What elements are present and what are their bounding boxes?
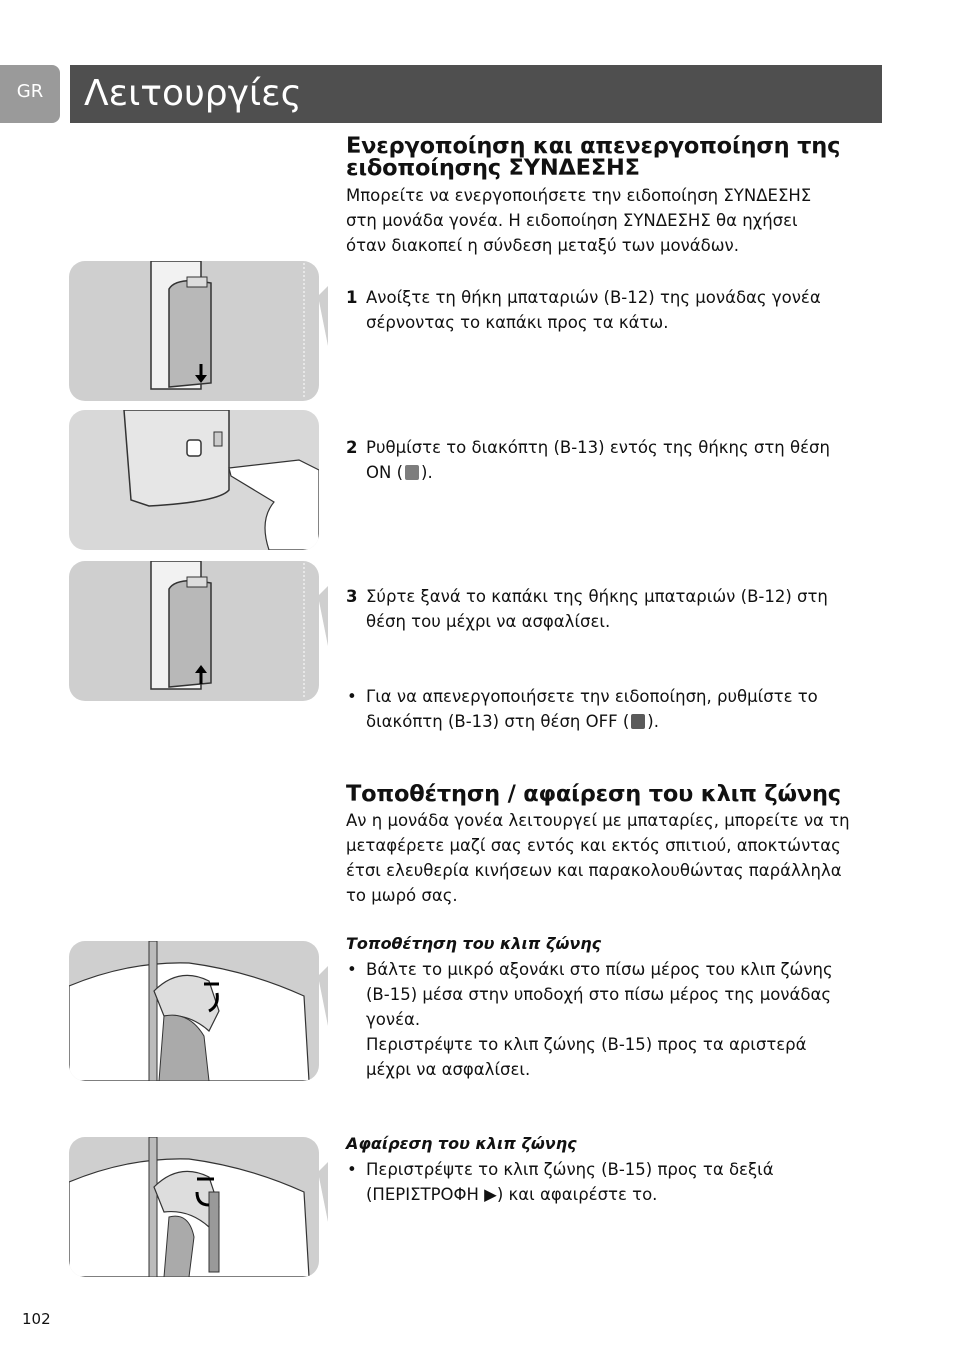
step-text: σέρνοντας το καπάκι προς τα κάτω. <box>366 313 669 332</box>
language-tab <box>0 65 60 123</box>
page-number: 102 <box>22 1310 51 1328</box>
intro-line: Αν η μονάδα γονέα λειτουργεί με μπαταρίες, μπορείτε να τη <box>346 811 850 830</box>
page-title <box>70 65 882 123</box>
section-heading: Τοποθέτηση / αφαίρεση του κλιπ ζώνης <box>346 781 841 807</box>
bullet-icon: • <box>347 960 357 979</box>
intro-line: μεταφέρετε μαζί σας εντός και εκτός σπιτιού, αποκτώντας <box>346 836 841 855</box>
section-belt-clip <box>346 783 891 908</box>
bullet-text: (B-15) μέσα στην υποδοχή στο πίσω μέρος της μονάδας <box>366 985 832 1004</box>
figure-switch-on <box>69 410 319 550</box>
heading-line-1: Ενεργοποίηση και απενεργοποίηση της <box>346 133 841 159</box>
subheading: Τοποθέτηση του κλιπ ζώνης <box>346 934 602 953</box>
remove-belt-clip <box>346 1133 876 1207</box>
bullet-text: Περιστρέψτε το κλιπ ζώνης (B-15) προς τα δεξιά <box>366 1160 774 1179</box>
step-3 <box>346 584 866 634</box>
step-text: θέση του μέχρι να ασφαλίσει. <box>366 612 611 631</box>
step-number: 3 <box>346 587 358 606</box>
step-2 <box>346 435 866 485</box>
section-intro <box>346 183 886 258</box>
language-label: GR <box>16 80 44 102</box>
note-text: διακόπτη (B-13) στη θέση OFF ( <box>366 712 630 731</box>
subheading: Αφαίρεση του κλιπ ζώνης <box>346 1134 577 1153</box>
intro-line: έτσι ελευθερία κινήσεων και παρακολουθώντας παράλληλα <box>346 861 842 880</box>
section-heading <box>346 135 886 179</box>
figure-belt-clip-attach <box>69 941 319 1081</box>
step-text: Ανοίξτε τη θήκη μπαταριών (B-12) της μονάδας γονέα <box>366 288 821 307</box>
section-intro <box>346 808 891 908</box>
step-text: ON ( <box>366 463 404 482</box>
intro-line: στη μονάδα γονέα. Η ειδοποίηση ΣΥΝΔΕΣΗΣ θα ηχήσει <box>346 211 798 230</box>
heading-line-2: ειδοποίησης ΣΥΝΔΕΣΗΣ <box>346 155 640 181</box>
step-text: Ρυθμίστε το διακόπτη (B-13) εντός της θήκης στη θέση <box>366 438 830 457</box>
attach-belt-clip <box>346 933 876 1082</box>
bullet-text: γονέα. <box>366 1010 421 1029</box>
bullet-icon: • <box>347 687 357 706</box>
device-illustration <box>69 410 319 550</box>
figure-battery-cover-open <box>69 261 319 401</box>
figure-battery-cover-close <box>69 561 319 701</box>
figure-pointer <box>318 1162 328 1222</box>
intro-line: όταν διακοπεί η σύνδεση μεταξύ των μονάδων. <box>346 236 740 255</box>
figure-pointer <box>318 586 328 646</box>
intro-line: Μπορείτε να ενεργοποιήσετε την ειδοποίηση ΣΥΝΔΕΣΗΣ <box>346 186 812 205</box>
page-title-text: Λειτουργίες <box>84 73 302 114</box>
bullet-text: Περιστρέψτε το κλιπ ζώνης (B-15) προς τα αριστερά <box>366 1035 807 1054</box>
bullet-icon: • <box>347 1160 357 1179</box>
step-number: 1 <box>346 288 358 307</box>
bullet-text: Βάλτε το μικρό αξονάκι στο πίσω μέρος του κλιπ ζώνης <box>366 960 833 979</box>
hands-illustration <box>69 1137 319 1277</box>
bullet-text: μέχρι να ασφαλίσει. <box>366 1060 531 1079</box>
note-text: Για να απενεργοποιήσετε την ειδοποίηση, ρυθμίστε το <box>366 687 818 706</box>
hands-illustration <box>69 941 319 1081</box>
bell-off-icon <box>631 714 645 729</box>
step-text: Σύρτε ξανά το καπάκι της θήκης μπαταριών (B-12) στη <box>366 587 828 606</box>
figure-pointer <box>318 966 328 1026</box>
device-illustration <box>69 261 319 401</box>
bullet-text: (ΠΕΡΙΣΤΡΟΦΗ ▶) και αφαιρέστε το. <box>366 1185 658 1204</box>
figure-belt-clip-remove <box>69 1137 319 1277</box>
step-1 <box>346 285 866 335</box>
note-disable-alarm <box>346 684 876 734</box>
device-illustration <box>69 561 319 701</box>
step-text: ). <box>421 463 433 482</box>
step-number: 2 <box>346 438 358 457</box>
figure-pointer <box>318 286 328 346</box>
note-text: ). <box>647 712 659 731</box>
section-link-alarm <box>346 135 886 258</box>
bell-on-icon <box>405 465 419 480</box>
intro-line: το μωρό σας. <box>346 886 458 905</box>
